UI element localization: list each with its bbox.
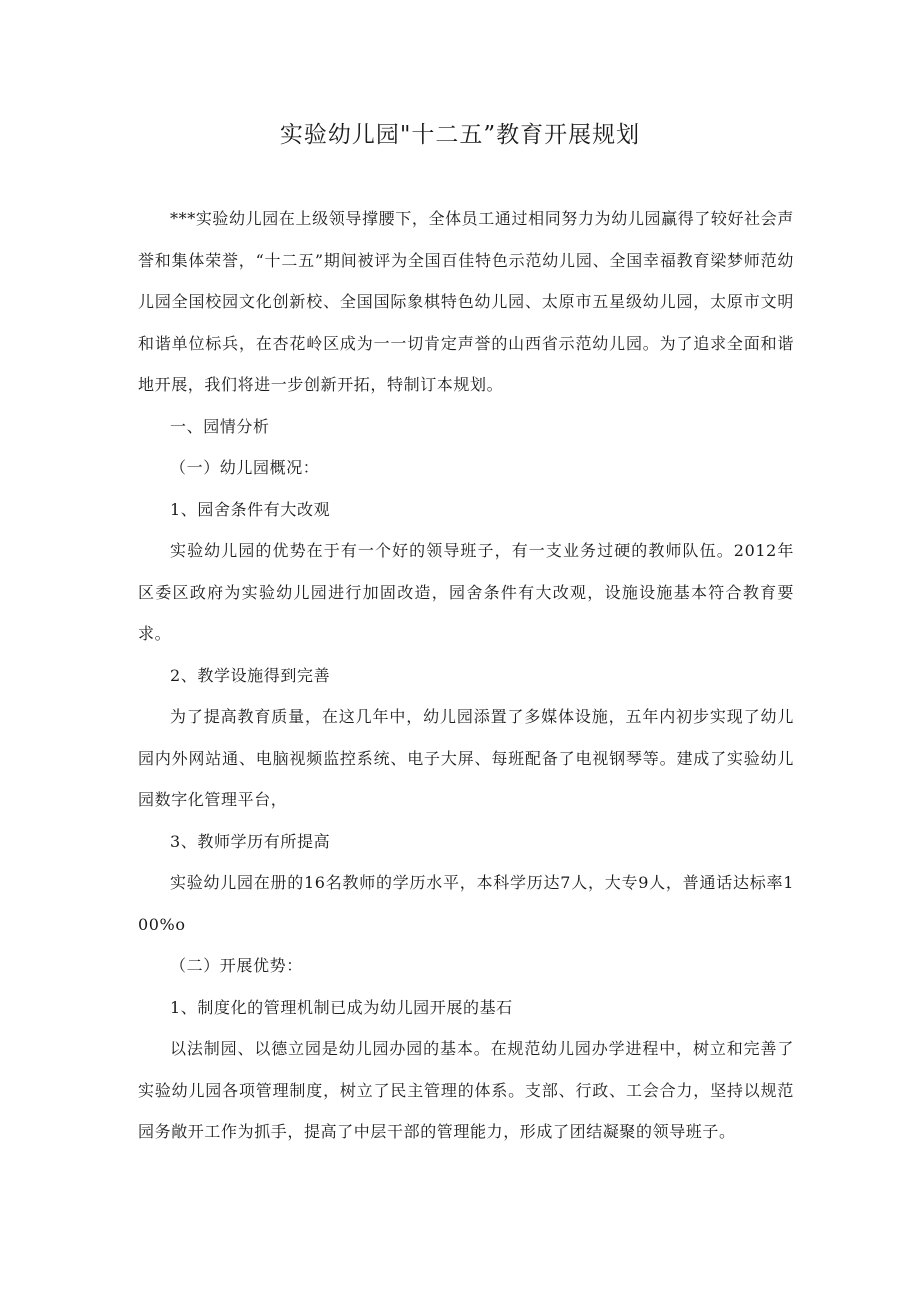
document-title: 实验幼儿园"十二五”教育开展规划 <box>279 122 641 148</box>
subsection-heading-advantages: （二）开展优势： <box>170 956 303 975</box>
item-heading-facilities: 2、教学设施得到完善 <box>170 665 331 685</box>
intro-paragraph: ***实验幼儿园在上级领导撑腰下，全体员工通过相同努力为幼儿园赢得了较好社会声誉和集体荣誉，“十二五”期间被评为全国百佳特色示范幼儿园、全国幸福教育梁梦师范幼儿园全国校园文化创新校、全国国际象棋特色幼儿园、太原市五星级幼儿园，太原市文明和谐单位标兵，在杏花岭区成为一一切肯定声誉的山西省示范幼儿园。为了追求全面和谐地开展，我们将进一步创新开拓，特制订本规划。 <box>138 209 794 394</box>
item-heading-teacher-education: 3、教师学历有所提高 <box>170 831 331 851</box>
item-heading-management: 1、制度化的管理机制已成为幼儿园开展的基石 <box>170 997 513 1017</box>
paragraph-facilities: 为了提高教育质量，在这几年中，幼儿园添置了多媒体设施，五年内初步实现了幼儿园内外网站通、电脑视频监控系统、电子大屏、每班配备了电视钢琴等。建成了实验幼儿园数字化管理平台， <box>138 707 794 809</box>
paragraph-management: 以法制园、以德立园是幼儿园办园的基本。在规范幼儿园办学进程中，树立和完善了实验幼儿园各项管理制度，树立了民主管理的体系。支部、行政、工会合力，坚持以规范园务敞开工作为抓手，提高了中层干部的管理能力，形成了团结凝聚的领导班子。 <box>138 1039 794 1141</box>
paragraph-teacher-education: 实验幼儿园在册的16名教师的学历水平，本科学历达7人，大专9人，普通话达标率100%o <box>138 873 794 934</box>
paragraph-buildings: 实验幼儿园的优势在于有一个好的领导班子，有一支业务过硬的教师队伍。2012年区委区政府为实验幼儿园进行加固改造，园舍条件有大改观，设施设施基本符合教育要求。 <box>138 541 794 643</box>
subsection-heading-overview: （一）幼儿园概况： <box>170 458 320 477</box>
document-body <box>138 198 794 1153</box>
item-heading-buildings: 1、园舍条件有大改观 <box>170 499 331 519</box>
section-heading-situation-analysis: 一、园情分析 <box>170 416 270 436</box>
